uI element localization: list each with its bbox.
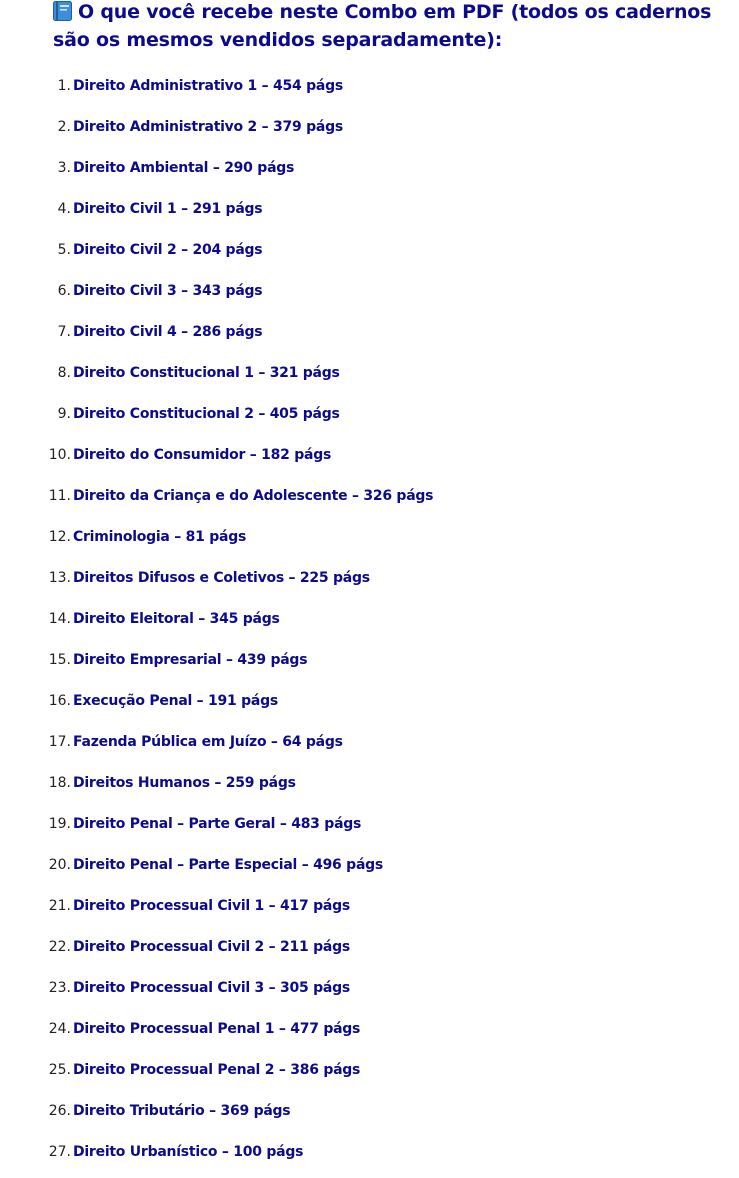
list-item-number: 15.: [48, 652, 71, 668]
notebook-link[interactable]: Direito Civil 1 – 291 págs: [73, 201, 263, 217]
list-item-number: 20.: [48, 857, 71, 873]
section-heading: [53, 0, 723, 54]
notebook-link[interactable]: Direito Processual Penal 1 – 477 págs: [73, 1021, 361, 1037]
list-item-number: 6.: [57, 283, 71, 299]
list-item-number: 27.: [48, 1144, 71, 1160]
notebook-link[interactable]: Direito Ambiental – 290 págs: [73, 160, 295, 176]
list-item-number: 16.: [48, 693, 71, 709]
list-item-number: 5.: [57, 242, 71, 258]
notebook-link[interactable]: Direito da Criança e do Adolescente – 326 págs: [73, 488, 434, 504]
notebook-link[interactable]: Direito Eleitoral – 345 págs: [73, 611, 280, 627]
list-item-number: 26.: [48, 1103, 71, 1119]
list-item-number: 8.: [57, 365, 71, 381]
list-item-number: 1.: [57, 78, 71, 94]
notebook-link[interactable]: Execução Penal – 191 págs: [73, 693, 278, 709]
list-item-number: 14.: [48, 611, 71, 627]
notebook-link[interactable]: Direito Civil 4 – 286 págs: [73, 324, 263, 340]
notebook-link[interactable]: Direito Constitucional 2 – 405 págs: [73, 406, 340, 422]
list-item-number: 3.: [57, 160, 71, 176]
notebook-link[interactable]: Direito Penal – Parte Especial – 496 págs: [73, 857, 383, 873]
notebook-link[interactable]: Direitos Humanos – 259 págs: [73, 775, 296, 791]
notebook-link[interactable]: Criminologia – 81 págs: [73, 529, 247, 545]
notebook-link[interactable]: Direito Penal – Parte Geral – 483 págs: [73, 816, 362, 832]
notebook-link[interactable]: Direito Constitucional 1 – 321 págs: [73, 365, 340, 381]
list-item-number: 23.: [48, 980, 71, 996]
list-item-number: 2.: [57, 119, 71, 135]
heading-text: O que você recebe neste Combo em PDF (todos os cadernos são os mesmos vendidos separadamente):: [53, 1, 712, 51]
list-item-number: 7.: [57, 324, 71, 340]
notebook-link[interactable]: Direito Empresarial – 439 págs: [73, 652, 308, 668]
notebook-link[interactable]: Direito Processual Penal 2 – 386 págs: [73, 1062, 361, 1078]
notebook-link[interactable]: Direito Processual Civil 2 – 211 págs: [73, 939, 350, 955]
list-item-number: 12.: [48, 529, 71, 545]
list-item-number: 10.: [48, 447, 71, 463]
notebook-link[interactable]: Direitos Difusos e Coletivos – 225 págs: [73, 570, 370, 586]
notebook-link[interactable]: Direito Processual Civil 3 – 305 págs: [73, 980, 350, 996]
list-item-number: 19.: [48, 816, 71, 832]
list-item-number: 25.: [48, 1062, 71, 1078]
notebook-link[interactable]: Direito Administrativo 2 – 379 págs: [73, 119, 343, 135]
list-item-number: 18.: [48, 775, 71, 791]
list-item-number: 21.: [48, 898, 71, 914]
notebook-link[interactable]: Direito Tributário – 369 págs: [73, 1103, 291, 1119]
notebook-link[interactable]: Direito Civil 2 – 204 págs: [73, 242, 263, 258]
list-item-number: 4.: [57, 201, 71, 217]
list-item-number: 11.: [48, 488, 71, 504]
notebook-link[interactable]: Direito do Consumidor – 182 págs: [73, 447, 332, 463]
notebook-link[interactable]: Fazenda Pública em Juízo – 64 págs: [73, 734, 343, 750]
notebook-link[interactable]: Direito Civil 3 – 343 págs: [73, 283, 263, 299]
list-item-number: 24.: [48, 1021, 71, 1037]
list-item-number: 17.: [48, 734, 71, 750]
notebook-link[interactable]: Direito Processual Civil 1 – 417 págs: [73, 898, 350, 914]
list-item-number: 13.: [48, 570, 71, 586]
notebook-link[interactable]: Direito Urbanístico – 100 págs: [73, 1144, 304, 1160]
notebook-link[interactable]: Direito Administrativo 1 – 454 págs: [73, 78, 343, 94]
blue-book-icon: [53, 1, 72, 21]
list-item-number: 9.: [57, 406, 71, 422]
list-item-number: 22.: [48, 939, 71, 955]
